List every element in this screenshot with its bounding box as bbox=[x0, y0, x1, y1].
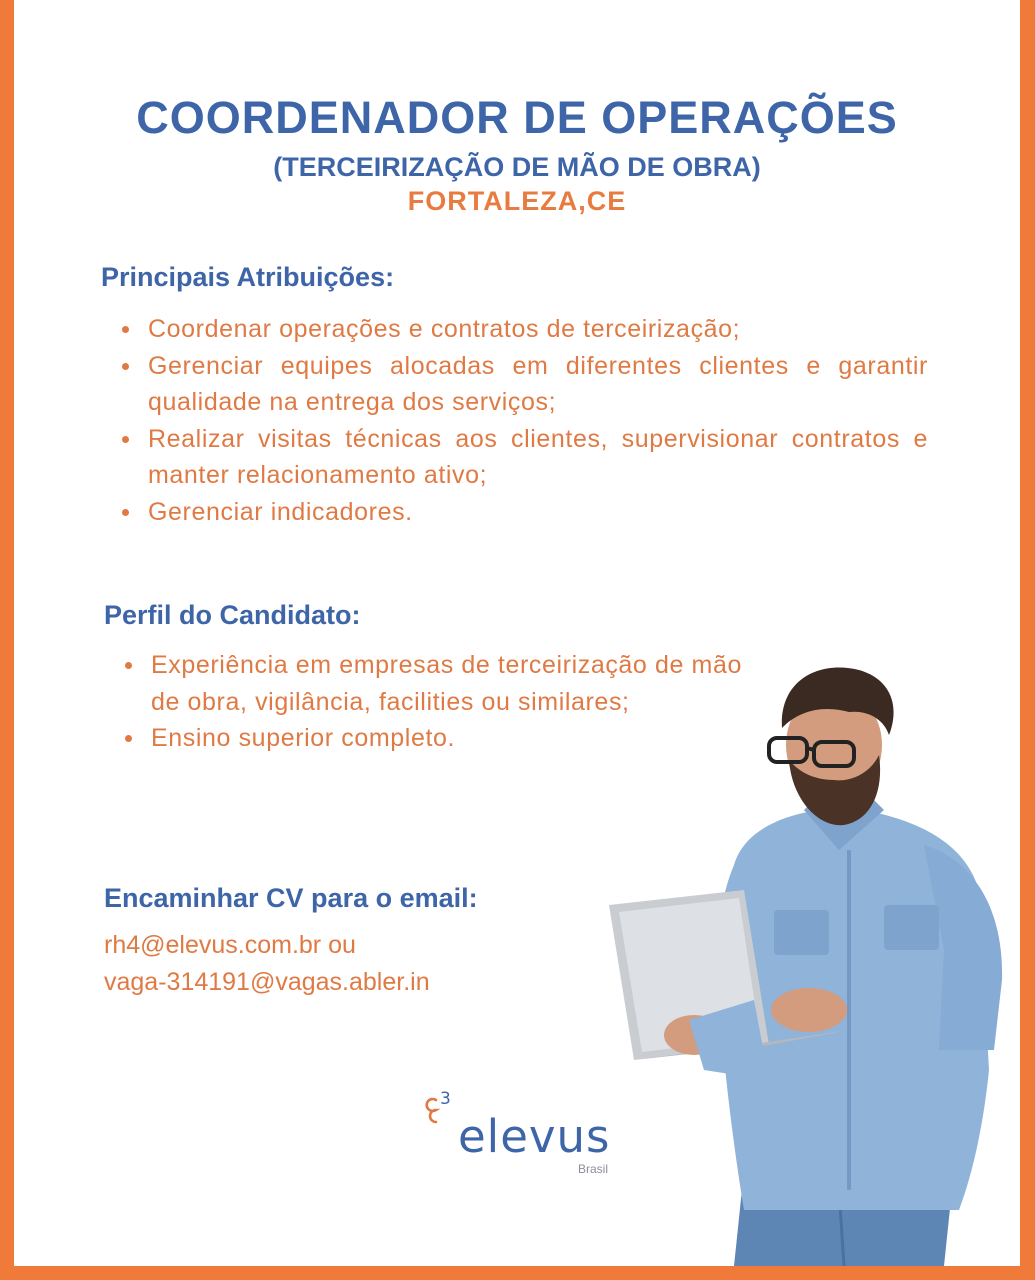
list-item: Gerenciar equipes alocadas em diferentes clientes e garantir qualidade na entrega dos serviços; bbox=[112, 348, 928, 421]
logo-wordmark: elevus bbox=[458, 1110, 611, 1163]
section-title-perfil: Perfil do Candidato: bbox=[104, 600, 361, 630]
job-location: FORTALEZA,CE bbox=[407, 186, 627, 216]
atribuicoes-list bbox=[112, 311, 928, 530]
list-item: Realizar visitas técnicas aos clientes, supervisionar contratos e manter relacionamento ativo; bbox=[112, 421, 928, 494]
job-title: COORDENADOR DE OPERAÇÕES bbox=[136, 92, 898, 143]
section-title-contato: Encaminhar CV para o email: bbox=[104, 883, 478, 913]
logo-subtitle: Brasil bbox=[578, 1162, 609, 1176]
section-title-atribuicoes: Principais Atribuições: bbox=[101, 262, 395, 292]
list-item: Experiência em empresas de terceirização de mão de obra, vigilância, facilities ou similares; bbox=[115, 647, 755, 720]
email-line-2: vaga-314191@vagas.abler.in bbox=[104, 968, 430, 996]
email-line-1: rh4@elevus.com.br ou bbox=[104, 931, 356, 959]
man-with-laptop-illustration bbox=[594, 650, 1020, 1266]
job-subtitle: (TERCEIRIZAÇÃO DE MÃO DE OBRA) bbox=[273, 152, 761, 182]
job-post-card bbox=[14, 0, 1020, 1266]
list-item: Ensino superior completo. bbox=[115, 720, 755, 757]
svg-text:3: 3 bbox=[440, 1090, 451, 1109]
list-item: Coordenar operações e contratos de terceirização; bbox=[112, 311, 928, 348]
list-item: Gerenciar indicadores. bbox=[112, 494, 928, 531]
e3-logo-icon bbox=[420, 1090, 460, 1130]
elevus-logo bbox=[420, 1088, 620, 1178]
